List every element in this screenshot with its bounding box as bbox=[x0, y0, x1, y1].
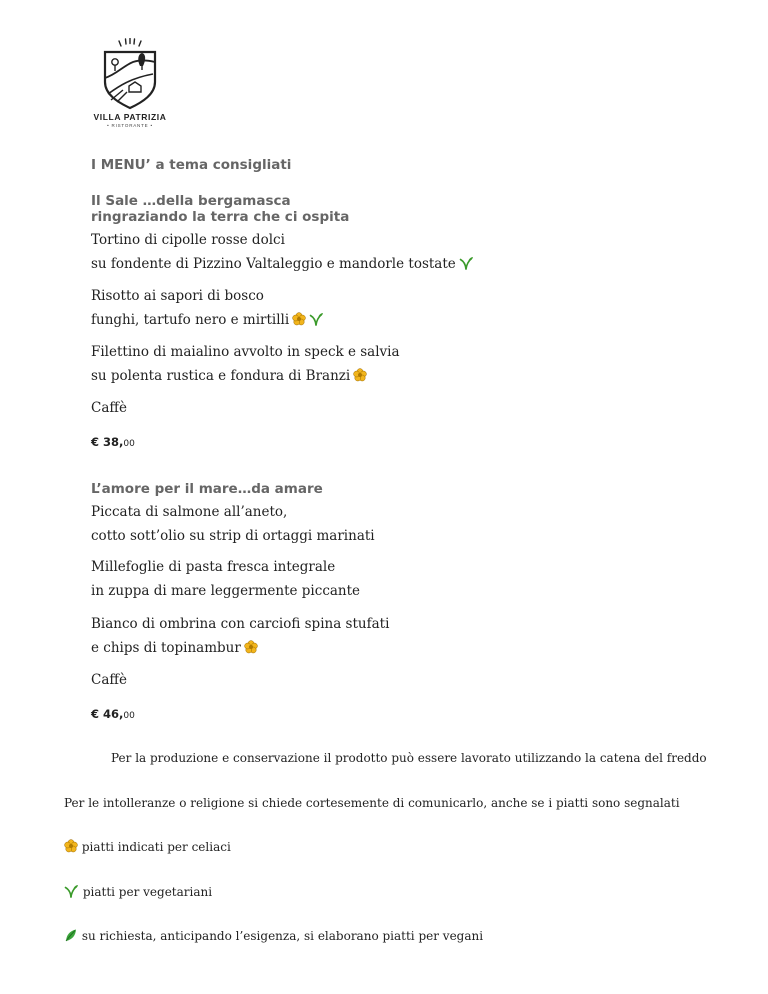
vegetarian-sprout-icon bbox=[309, 312, 324, 326]
dish-line: Tortino di cipolle rosse dolci bbox=[91, 232, 285, 248]
gluten-free-flower-icon bbox=[353, 368, 367, 382]
section-title: I MENU’ a tema consigliati bbox=[91, 157, 292, 173]
dish-line: in zuppa di mare leggermente piccante bbox=[91, 583, 361, 599]
dish-line: Piccata di salmone all’aneto, bbox=[91, 504, 288, 520]
vegetarian-sprout-icon bbox=[64, 884, 79, 898]
villa-patrizia-emblem-icon bbox=[99, 38, 161, 110]
vegan-leaf-icon bbox=[64, 928, 78, 942]
legend-item: su richiesta, anticipando l’esigenza, si elaborano piatti per vegani bbox=[64, 927, 483, 945]
gluten-free-flower-icon bbox=[292, 312, 306, 326]
menu2-price: € 46,00 bbox=[91, 707, 135, 721]
brand-subtitle: • RISTORANTE • bbox=[107, 123, 153, 128]
dish-line: Risotto ai sapori di bosco bbox=[91, 288, 264, 304]
legend-item: piatti per vegetariani bbox=[64, 883, 212, 901]
dish-line: e chips di topinambur bbox=[91, 636, 258, 660]
gluten-free-flower-icon bbox=[244, 640, 258, 654]
coffee-item: Caffè bbox=[91, 400, 127, 416]
menu2-title: L’amore per il mare…da amare bbox=[91, 481, 323, 497]
legend-item: piatti indicati per celiaci bbox=[64, 838, 231, 856]
dish-line: su polenta rustica e fondura di Branzi bbox=[91, 364, 367, 388]
menu1-price: € 38,00 bbox=[91, 435, 135, 449]
dish-line: funghi, tartufo nero e mirtilli bbox=[91, 308, 324, 332]
brand-name: VILLA PATRIZIA bbox=[93, 112, 167, 122]
cold-chain-note: Per la produzione e conservazione il prodotto può essere lavorato utilizzando la catena del freddo bbox=[111, 751, 707, 765]
dish-line: cotto sott’olio su strip di ortaggi marinati bbox=[91, 528, 375, 544]
dish-line: su fondente di Pizzino Valtaleggio e mandorle tostate bbox=[91, 252, 474, 276]
dish-line: Filettino di maialino avvolto in speck e salvia bbox=[91, 344, 400, 360]
dish-line: Bianco di ombrina con carciofi spina stufati bbox=[91, 616, 390, 632]
menu1-title-line2: ringraziando la terra che ci ospita bbox=[91, 209, 350, 225]
menu1-title-line1: Il Sale …della bergamasca bbox=[91, 193, 291, 209]
vegetarian-sprout-icon bbox=[459, 256, 474, 270]
logo bbox=[88, 38, 172, 133]
dish-line: Millefoglie di pasta fresca integrale bbox=[91, 559, 336, 575]
intolerance-note: Per le intolleranze o religione si chiede cortesemente di comunicarlo, anche se i piatti sono segnalati bbox=[64, 796, 680, 810]
gluten-free-flower-icon bbox=[64, 839, 78, 853]
coffee-item: Caffè bbox=[91, 672, 127, 688]
